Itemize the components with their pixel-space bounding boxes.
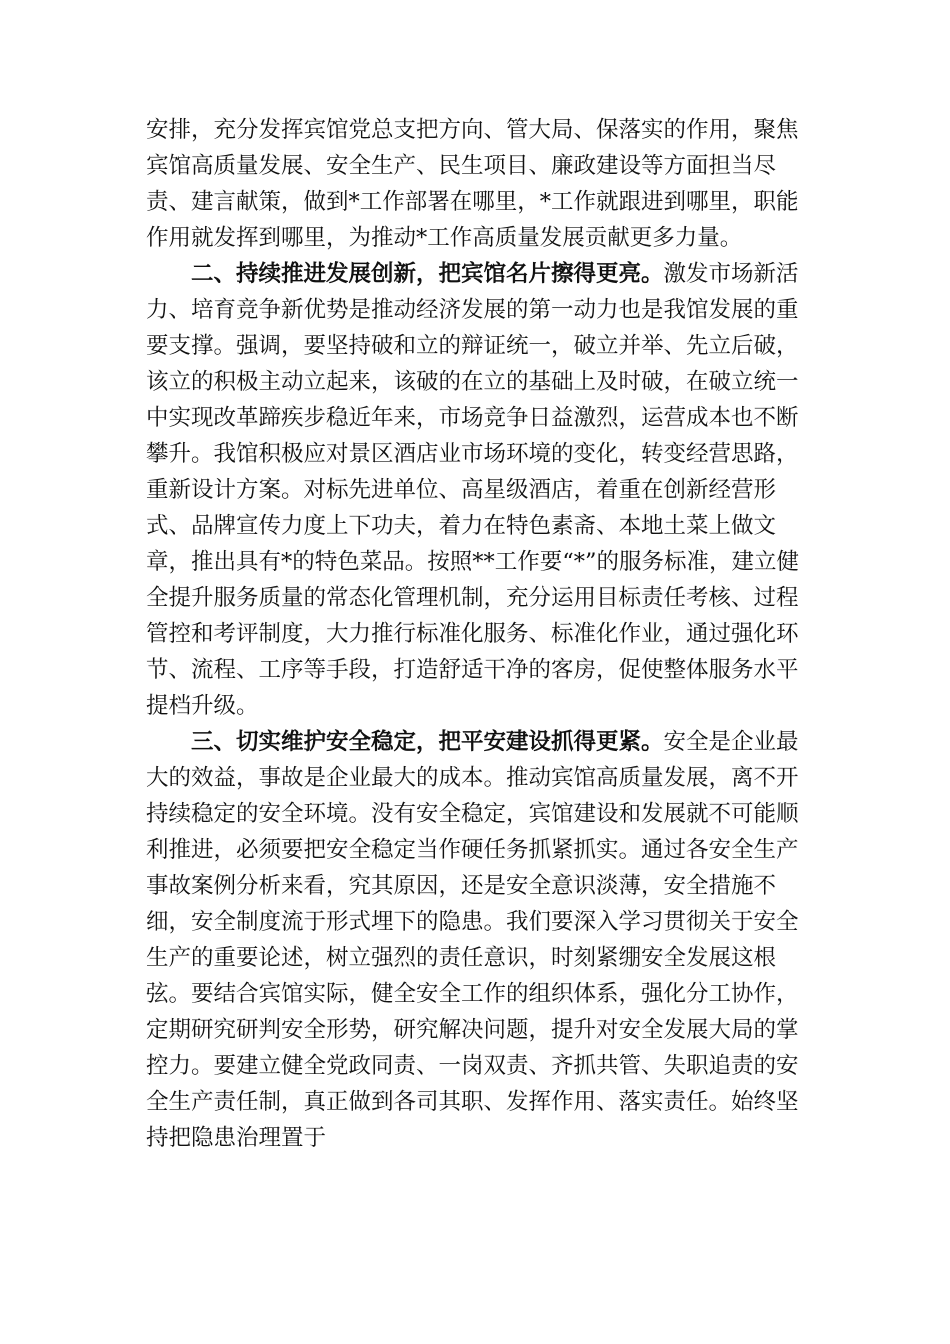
paragraph-continuation [146,112,808,256]
document-body [146,112,808,1156]
paragraph-text: 安排，充分发挥宾馆党总支把方向、管大局、保落实的作用，聚焦宾馆高质量发展、安全生产、民生项目、廉政建设等方面担当尽责、建言献策，做到*工作部署在哪里，*工作就跟进到哪里，职能作用就发挥到哪里，为推动*工作高质量发展贡献更多力量。 [146,117,799,251]
paragraph-section-3 [146,724,808,1156]
section-3-body: 安全是企业最大的效益，事故是企业最大的成本。推动宾馆高质量发展，离不开持续稳定的安全环境。没有安全稳定，宾馆建设和发展就不可能顺利推进，必须要把安全稳定当作硬任务抓紧抓实。通过各安全生产事故案例分析来看，究其原因，还是安全意识淡薄，安全措施不细，安全制度流于形式埋下的隐患。我们要深入学习贯彻关于安全生产的重要论述，树立强烈的责任意识，时刻紧绷安全发展这根弦。要结合宾馆实际，健全安全工作的组织体系，强化分工协作，定期研究研判安全形势，研究解决问题，提升对安全发展大局的掌控力。要建立健全党政同责、一岗双责、齐抓共管、失职追责的安全生产责任制，真正做到各司其职、发挥作用、落实责任。始终坚持把隐患治理置于 [146,729,799,1151]
paragraph-section-2 [146,256,808,724]
section-3-heading: 三、切实维护安全稳定，把平安建设抓得更紧。 [191,729,664,755]
section-2-body: 激发市场新活力、培育竞争新优势是推动经济发展的第一动力也是我馆发展的重要支撑。强调，要坚持破和立的辩证统一，破立并举、先立后破，该立的积极主动立起来，该破的在立的基础上及时破，在破立统一中实现改革蹄疾步稳近年来，市场竞争日益激烈，运营成本也不断攀升。我馆积极应对景区酒店业市场环境的变化，转变经营思路，重新设计方案。对标先进单位、高星级酒店，着重在创新经营形式、品牌宣传力度上下功夫，着力在特色素斋、本地土菜上做文章，推出具有*的特色菜品。按照**工作要“*”的服务标准，建立健全提升服务质量的常态化管理机制，充分运用目标责任考核、过程管控和考评制度，大力推行标准化服务、标准化作业，通过强化环节、流程、工序等手段，打造舒适干净的客房，促使整体服务水平提档升级。 [146,261,800,719]
section-2-heading: 二、持续推进发展创新，把宾馆名片擦得更亮。 [191,261,664,287]
